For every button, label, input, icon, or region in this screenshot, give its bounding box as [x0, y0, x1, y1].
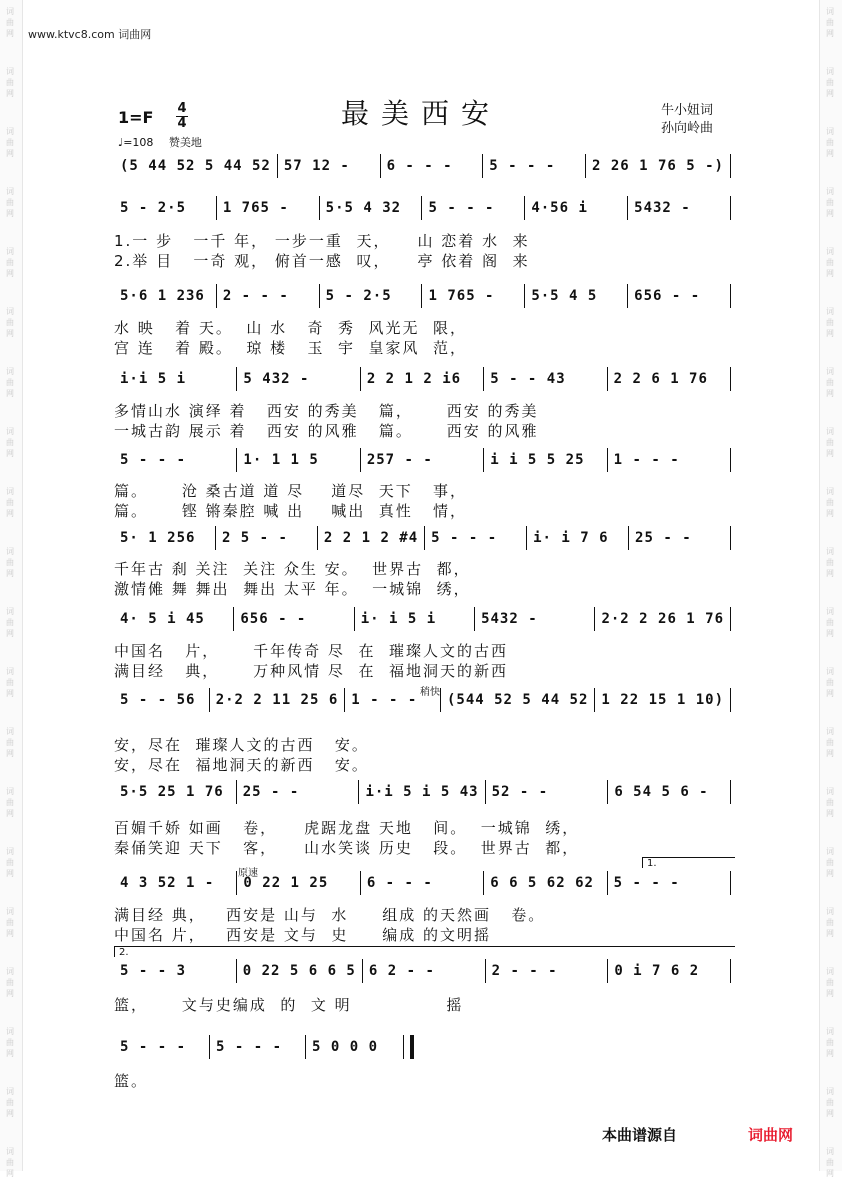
watermark-mark: 词 曲 网 [6, 187, 14, 218]
score-system [114, 606, 734, 632]
score-system [114, 153, 734, 179]
style-marking: 赞美地 [168, 136, 202, 149]
watermark-mark: 词 曲 网 [826, 307, 834, 338]
watermark-strip-left [0, 0, 23, 1178]
watermark-mark: 词 曲 网 [826, 127, 834, 158]
measure: 5432 - [627, 196, 730, 220]
watermark-mark: 词 曲 网 [6, 1027, 14, 1058]
measure: 4· 5 i 45 [120, 611, 205, 627]
lyric-line: 宫 连 着 殿。 琼 楼 玉 宇 皇家风 范， [114, 339, 468, 357]
watermark-mark: 词 曲 网 [826, 907, 834, 938]
score-system [114, 525, 734, 551]
measure: 2 5 - - [215, 526, 317, 550]
watermark-mark: 词 曲 网 [6, 667, 14, 698]
lyric-line: 篮。 [114, 1072, 149, 1090]
watermark-mark: 词 曲 网 [6, 427, 14, 458]
key-signature: 1=F [118, 108, 154, 127]
measure: 5 - - - [120, 452, 187, 468]
measure: 2 2 1 2 i6 [360, 367, 483, 391]
measure: 5 - - 43 [483, 367, 606, 391]
measure: 6 - - - [360, 871, 483, 895]
lyricist: 牛小妞词 [661, 103, 714, 118]
lyric-line: 篇。 沧 桑古道 道 尽 道尽 天下 事， [114, 482, 468, 500]
watermark-strip-right [819, 0, 842, 1178]
watermark-mark: 词 曲 网 [6, 847, 14, 878]
score-system [114, 366, 734, 392]
ending-1-label: 1. [647, 858, 657, 869]
volta-bracket-2 [114, 946, 735, 957]
measure: 2 - - - [216, 284, 319, 308]
measure: 5 - - - [209, 1035, 305, 1059]
lyric-line: 1.一 步 一千 年， 一步一重 天， 山 恋着 水 来 [114, 232, 530, 250]
lyric-line: 满目经 典， 万种风情 尽 在 福地洞天的新西 [114, 662, 508, 680]
watermark-mark: 词 曲 网 [826, 667, 834, 698]
measure: 5·5 25 1 76 [120, 784, 224, 800]
measure: 0 22 5 6 6 5 [236, 959, 362, 983]
lyric-line: 多情山水 演绎 着 西安 的秀美 篇， 西安 的秀美 [114, 402, 539, 420]
score-system [114, 1034, 414, 1060]
watermark-mark: 词 曲 网 [826, 367, 834, 398]
measure: i·i 5 i [120, 371, 187, 387]
measure: 1 765 - [421, 284, 524, 308]
measure: i i 5 5 25 [483, 448, 606, 472]
barline-end [730, 607, 734, 631]
measure: 6 6 5 62 62 [483, 871, 606, 895]
measure: 1· 1 1 5 [236, 448, 359, 472]
watermark-mark: 词 曲 网 [6, 307, 14, 338]
measure: 5 - - 3 [120, 963, 187, 979]
measure: 6 54 5 6 - [607, 780, 730, 804]
watermark-mark: 词 曲 网 [6, 727, 14, 758]
measure: 5 - - 56 [120, 692, 196, 708]
watermark-mark: 词 曲 网 [6, 607, 14, 638]
measure: 257 - - [360, 448, 483, 472]
measure: 5·6 1 236 [120, 288, 205, 304]
barline-end [730, 448, 734, 472]
barline-end [730, 526, 734, 550]
lyric-line: 安，尽在 福地洞天的新西 安。 [114, 756, 369, 774]
barline-end [730, 154, 734, 178]
measure: 2 2 1 2 #4 [317, 526, 424, 550]
site-url[interactable]: www.ktvc8.com 词曲网 [28, 28, 152, 41]
credits [661, 102, 713, 138]
lyric-line: 2.举 目 一奇 观， 俯首一感 叹， 亭 依着 阁 来 [114, 252, 530, 270]
score-system [114, 870, 734, 896]
measure: 52 - - [485, 780, 608, 804]
watermark-mark: 词 曲 网 [826, 547, 834, 578]
measure: 5 - - - [120, 1039, 187, 1055]
measure: 656 - - [233, 607, 353, 631]
measure: 2 26 1 76 5 -) [585, 154, 730, 178]
watermark-mark: 词 曲 网 [6, 787, 14, 818]
barline-end [730, 780, 734, 804]
measure: 25 - - [236, 780, 359, 804]
watermark-mark: 词 曲 网 [826, 187, 834, 218]
measure: 2 2 6 1 76 [607, 367, 730, 391]
measure: 5 - - - [607, 871, 730, 895]
measure: 5432 - [474, 607, 594, 631]
lyric-line: 篇。 铿 锵秦腔 喊 出 喊出 真性 情， [114, 502, 468, 520]
lyric-line: 篮， 文与史编成 的 文 明 摇 [114, 996, 464, 1014]
lyric-line: 水 映 着 天。 山 水 奇 秀 风光无 限， [114, 319, 468, 337]
measure: 5 - 2·5 [319, 284, 422, 308]
watermark-mark: 词 曲 网 [826, 487, 834, 518]
barline-end [403, 1035, 414, 1059]
measure: 25 - - [628, 526, 730, 550]
measure: 1 - - - [607, 448, 730, 472]
watermark-mark: 词 曲 网 [6, 1087, 14, 1118]
barline-end [730, 688, 734, 712]
score-system [114, 283, 734, 309]
measure: 5·5 4 5 [524, 284, 627, 308]
mark-original-tempo: 原速 [238, 868, 258, 879]
measure: 57 12 - [277, 154, 380, 178]
ending-2-label: 2. [119, 947, 129, 958]
barline-end [730, 284, 734, 308]
measure: 5 - 2·5 [120, 200, 187, 216]
measure: 5 - - - [482, 154, 585, 178]
watermark-mark: 词 曲 网 [826, 247, 834, 278]
volta-bracket-1 [642, 857, 735, 868]
watermark-mark: 词 曲 网 [826, 7, 834, 38]
score-system [114, 958, 734, 984]
footer-brand[interactable]: 词曲网 [748, 1126, 794, 1144]
measure: i· i 5 i [354, 607, 474, 631]
lyric-line: 中国名 片， 千年传奇 尽 在 璀璨人文的古西 [114, 642, 508, 660]
watermark-mark: 词 曲 网 [6, 547, 14, 578]
measure: 5 - - - [421, 196, 524, 220]
song-title: 最美西安 [340, 97, 501, 130]
measure: 5 0 0 0 [305, 1035, 401, 1059]
measure: 1 22 15 1 10) [594, 688, 730, 712]
barline-end [730, 871, 734, 895]
tempo-line [118, 134, 202, 150]
watermark-mark: 词 曲 网 [826, 847, 834, 878]
measure: 5 - - - [424, 526, 526, 550]
barline-end [730, 367, 734, 391]
footer-source: 本曲谱源自 [602, 1126, 678, 1144]
lyric-line: 满目经 典， 西安是 山与 水 组成 的天然画 卷。 [114, 906, 546, 924]
time-sig-bottom: 4 [177, 116, 187, 131]
watermark-mark: 词 曲 网 [6, 487, 14, 518]
lyric-line: 秦俑笑迎 天下 客， 山水笑谈 历史 段。 世界古 都， [114, 839, 580, 857]
measure: 5· 1 256 [120, 530, 196, 546]
barline-end [730, 196, 734, 220]
measure: 2·2 2 11 25 6 [209, 688, 345, 712]
watermark-mark: 词 曲 网 [6, 967, 14, 998]
measure: 5·5 4 32 [319, 196, 422, 220]
measure: 1 765 - [216, 196, 319, 220]
watermark-mark: 词 曲 网 [826, 607, 834, 638]
measure: 0 22 1 25 [236, 871, 359, 895]
watermark-mark: 词 曲 网 [6, 67, 14, 98]
score-system [114, 447, 734, 473]
measure: i· i 7 6 [526, 526, 628, 550]
watermark-mark: 词 曲 网 [826, 427, 834, 458]
measure: 5 432 - [236, 367, 359, 391]
measure: (5 44 52 5 44 52 [120, 158, 271, 174]
barline-end [730, 959, 734, 983]
lyric-line: 一城古韵 展示 着 西安 的风雅 篇。 西安 的风雅 [114, 422, 539, 440]
watermark-mark: 词 曲 网 [826, 967, 834, 998]
lyric-line: 中国名 片， 西安是 文与 史 编成 的文明摇 [114, 926, 491, 944]
measure: 2 - - - [485, 959, 608, 983]
time-signature [176, 102, 188, 131]
watermark-mark: 词 曲 网 [6, 367, 14, 398]
lyric-line: 千年古 刹 关注 关注 众生 安。 世界古 都， [114, 560, 471, 578]
watermark-mark: 词 曲 网 [826, 67, 834, 98]
measure: 656 - - [627, 284, 730, 308]
lyric-line: 激情傩 舞 舞出 舞出 太平 年。 一城锦 绣， [114, 580, 471, 598]
watermark-mark: 词 曲 网 [6, 7, 14, 38]
time-sig-top: 4 [177, 101, 187, 116]
measure: 6 2 - - [362, 959, 485, 983]
measure: 4 3 52 1 - [120, 875, 215, 891]
tempo-marking: ♩=108 [118, 136, 154, 149]
measure: i·i 5 i 5 43 [358, 780, 484, 804]
lyric-line: 百媚千娇 如画 卷， 虎踞龙盘 天地 间。 一城锦 绣， [114, 819, 580, 837]
watermark-mark: 词 曲 网 [6, 127, 14, 158]
watermark-mark: 词 曲 网 [826, 1147, 834, 1178]
measure: (544 52 5 44 52 [440, 688, 594, 712]
measure: 0 i 7 6 2 [607, 959, 730, 983]
watermark-mark: 词 曲 网 [826, 727, 834, 758]
measure: 6 - - - [380, 154, 483, 178]
watermark-mark: 词 曲 网 [6, 907, 14, 938]
watermark-mark: 词 曲 网 [6, 247, 14, 278]
score-system [114, 779, 734, 805]
composer: 孙向岭曲 [661, 121, 714, 136]
measure: 4·56 i [524, 196, 627, 220]
watermark-mark: 词 曲 网 [826, 787, 834, 818]
watermark-mark: 词 曲 网 [826, 1027, 834, 1058]
watermark-mark: 词 曲 网 [826, 1087, 834, 1118]
lyric-line: 安，尽在 璀璨人文的古西 安。 [114, 736, 369, 754]
score-system [114, 195, 734, 221]
mark-slightly-fast: 稍快 [420, 687, 440, 698]
score-system [114, 687, 734, 713]
measure: 1 - - - [344, 688, 440, 712]
watermark-mark: 词 曲 网 [6, 1147, 14, 1178]
measure: 2·2 2 26 1 76 [594, 607, 730, 631]
